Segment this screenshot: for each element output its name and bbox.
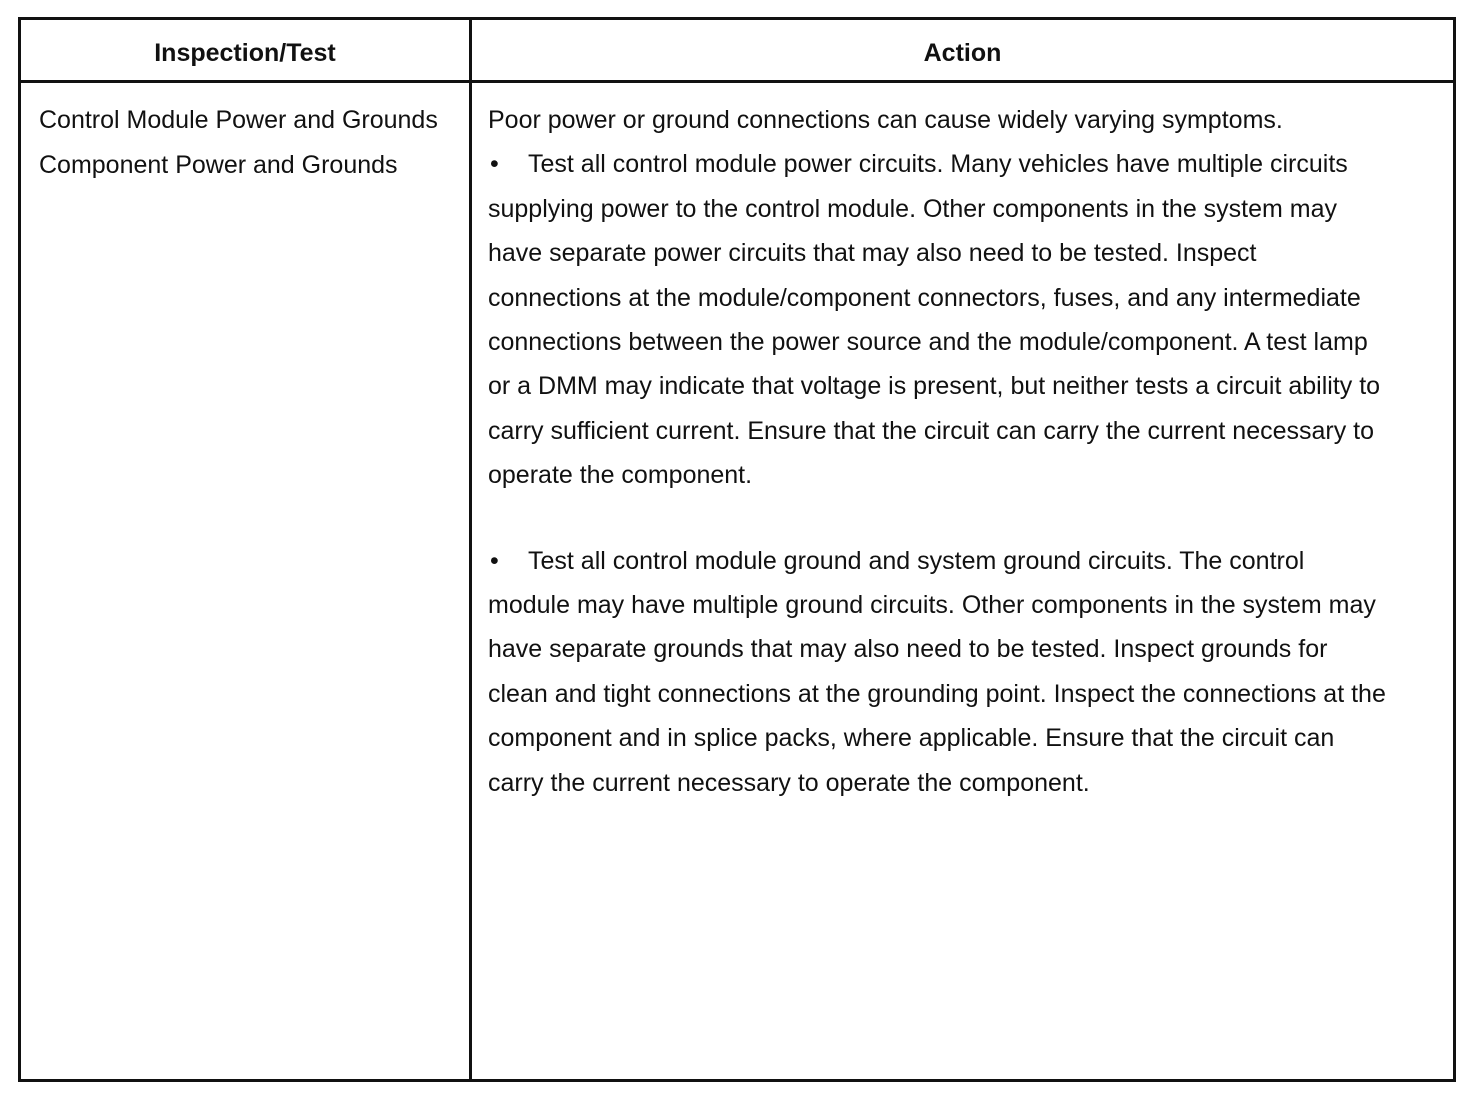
action-cell: [488, 98, 1388, 805]
action-bullet-power: [488, 142, 1388, 497]
header-divider: [21, 80, 1453, 83]
inspection-cell: Control Module Power and Grounds Component Power and Grounds: [39, 106, 438, 179]
header-inspection-test: Inspection/Test: [154, 39, 336, 67]
inspection-table: [18, 17, 1456, 1082]
bullet-text-ground: Test all control module ground and system ground circuits. The control module may have multiple ground circuits. Other components in the system may have separate grounds that may also need to be tested. Inspect grounds for clean and tight connections at the grounding point. Inspect the connections at the component and in splice packs, where applicable. Ensure that the circuit can carry the current necessary to operate the component.: [488, 546, 1386, 797]
bullet-text-power: Test all control module power circuits. Many vehicles have multiple circuits supplying power to the control module. Other components in the system may have separate power circuits that may also need to be tested. Inspect connections at the module/component connectors, fuses, and any intermediate connections between the power source and the module/component. A test lamp or a DMM may indicate that voltage is present, but neither tests a circuit ability to carry sufficient current. Ensure that the circuit can carry the current necessary to operate the component.: [488, 150, 1381, 490]
bullet-marker: •: [490, 150, 499, 179]
action-intro: Poor power or ground connections can cause widely varying symptoms.: [488, 106, 1283, 134]
column-divider: [469, 20, 472, 1079]
action-bullet-ground: [488, 539, 1388, 805]
bullet-marker: •: [490, 546, 499, 575]
header-action: Action: [923, 39, 1002, 67]
